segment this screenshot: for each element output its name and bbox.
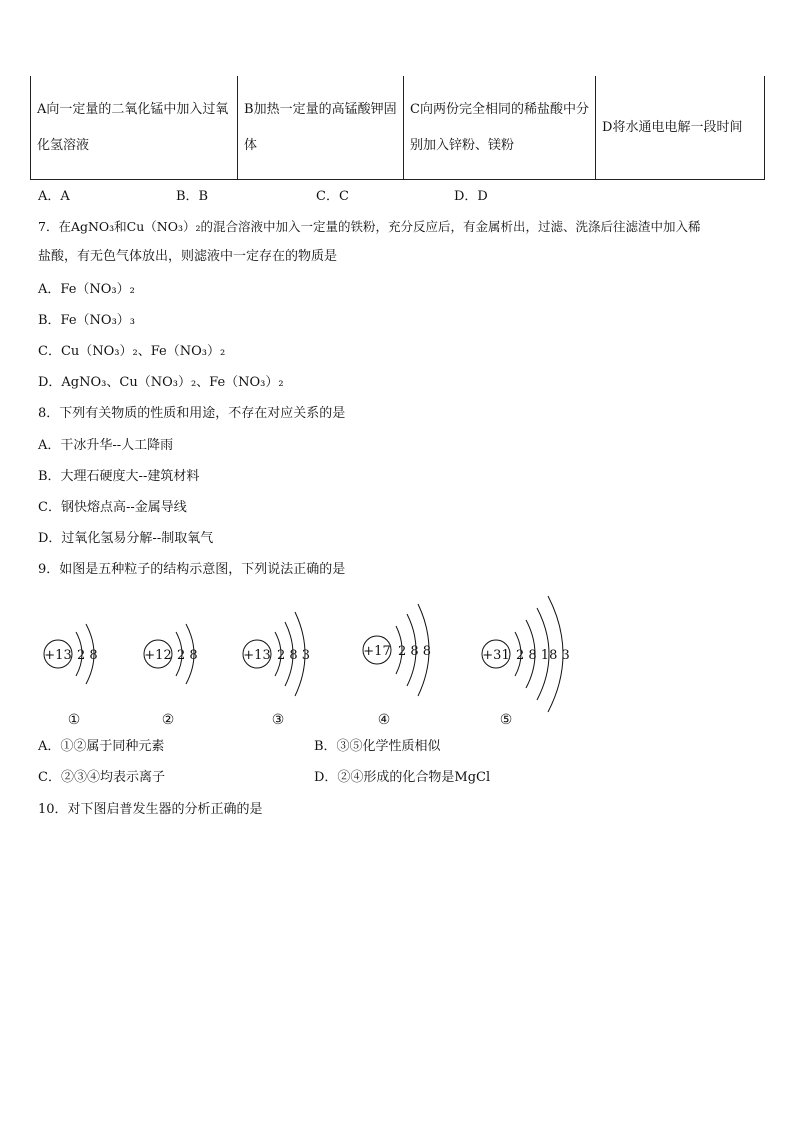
electron-shells: 2 8 xyxy=(77,648,98,663)
q6-option-c-text: 向两份完全相同的稀盐酸中分别加入锌粉、镁粉 xyxy=(410,101,589,153)
q6-option-d-text: 将水通电电解一段时间 xyxy=(612,119,743,135)
q7-option-c[interactable]: C．Cu（NO₃）₂、Fe（NO₃）₂ xyxy=(38,344,226,359)
atom-label: ⑤ xyxy=(499,712,513,728)
electron-shells: 2 8 xyxy=(177,648,198,663)
nucleus-charge: +17 xyxy=(363,644,391,659)
q9-option-d[interactable]: D．②④形成的化合物是MgCl xyxy=(314,770,491,785)
q6-choice-d[interactable]: D．D xyxy=(454,189,488,204)
q9-option-a[interactable]: A．①②属于同种元素 xyxy=(38,739,165,754)
q7-stem-line2: 盐酸，有无色气体放出，则滤液中一定存在的物质是 xyxy=(38,249,338,264)
atom-structure-2 xyxy=(144,624,198,728)
electron-shells: 2 8 18 3 xyxy=(516,648,570,663)
q8-option-b[interactable]: B．大理石硬度大--建筑材料 xyxy=(38,469,200,484)
nucleus-charge: +31 xyxy=(482,648,510,663)
q7-option-b[interactable]: B．Fe（NO₃）₃ xyxy=(38,313,136,328)
q6-choice-a[interactable]: A．A xyxy=(38,189,70,204)
q6-option-b-cell: B加热一定量的高锰酸钾固体 xyxy=(238,76,404,180)
atom-label: ③ xyxy=(271,712,285,728)
atom-label: ② xyxy=(161,712,175,728)
q8-stem: 8．下列有关物质的性质和用途，不存在对应关系的是 xyxy=(38,406,346,421)
q7-option-d[interactable]: D．AgNO₃、Cu（NO₃）₂、Fe（NO₃）₂ xyxy=(38,375,284,390)
q6-choices xyxy=(38,188,488,206)
q8-option-c[interactable]: C．钢快熔点高--金属导线 xyxy=(38,500,187,515)
q8-option-d[interactable]: D．过氧化氢易分解--制取氧气 xyxy=(38,531,214,546)
atomic-structure-diagrams xyxy=(30,590,590,730)
electron-shells: 2 8 8 xyxy=(398,644,432,659)
atom-structure-4 xyxy=(363,604,431,728)
q6-option-a-cell: A向一定量的二氧化锰中加入过氧化氢溶液 xyxy=(31,76,238,180)
q7-option-a[interactable]: A．Fe（NO₃）₂ xyxy=(38,282,135,297)
q6-option-d-cell: D将水通电电解一段时间 xyxy=(596,76,765,180)
q6-option-a-text: 向一定量的二氧化锰中加入过氧化氢溶液 xyxy=(37,101,229,153)
q6-options-table xyxy=(30,76,765,180)
atom-label: ① xyxy=(67,712,81,728)
atom-label: ④ xyxy=(377,712,391,728)
electron-shells: 2 8 3 xyxy=(277,648,311,663)
q7-stem-line1: 7．在AgNO₃和Cu（NO₃）₂的混合溶液中加入一定量的铁粉，充分反应后，有金属析出，过滤、洗涤后往滤渣中加入稀 xyxy=(38,219,701,234)
q6-choice-c[interactable]: C．C xyxy=(316,189,349,204)
atom-structure-1 xyxy=(44,624,98,728)
nucleus-charge: +13 xyxy=(44,648,72,663)
atom-structure-3 xyxy=(243,612,310,728)
q9-option-b[interactable]: B．③⑤化学性质相似 xyxy=(314,739,441,754)
q6-option-c-cell: C向两份完全相同的稀盐酸中分别加入锌粉、镁粉 xyxy=(404,76,596,180)
q10-stem: 10．对下图启普发生器的分析正确的是 xyxy=(38,802,263,817)
atom-structure-5 xyxy=(482,596,570,728)
q6-choice-b[interactable]: B．B xyxy=(176,189,209,204)
q9-stem: 9．如图是五种粒子的结构示意图，下列说法正确的是 xyxy=(38,562,346,577)
q8-option-a[interactable]: A．干冰升华--人工降雨 xyxy=(38,438,174,453)
q6-option-b-text: 加热一定量的高锰酸钾固体 xyxy=(244,101,397,153)
nucleus-charge: +13 xyxy=(243,648,271,663)
q9-option-c[interactable]: C．②③④均表示离子 xyxy=(38,770,165,785)
nucleus-charge: +12 xyxy=(144,648,172,663)
